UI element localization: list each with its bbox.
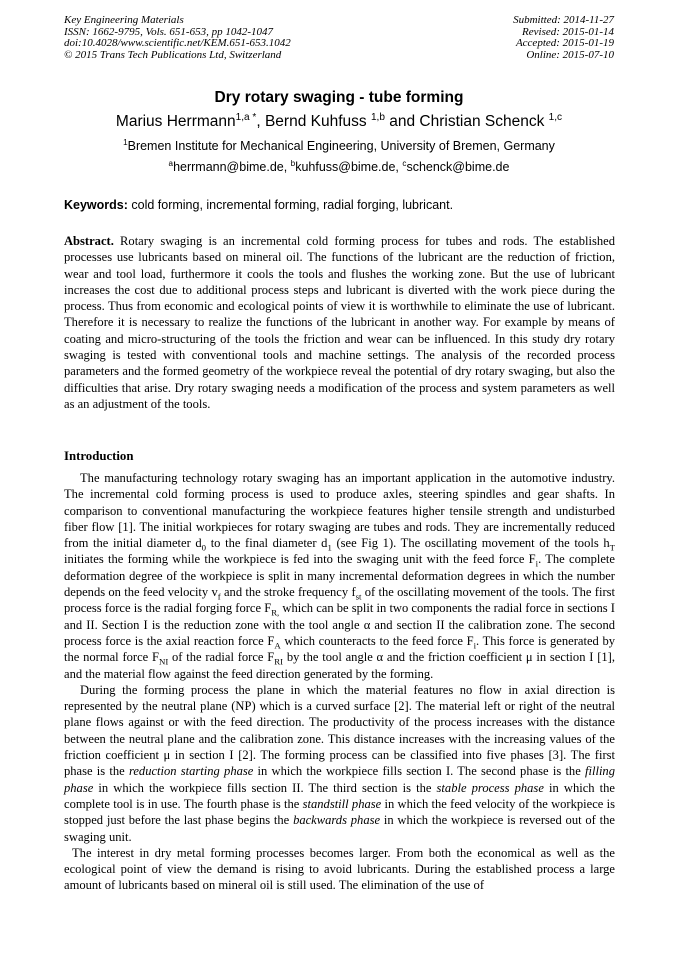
email-sup: b [290,158,296,168]
journal-info [64,15,291,61]
emphasis: filling phase [64,764,615,795]
text-run: (see Fig 1). The oscillating movement of the tools h [331,536,610,551]
subscript: R, [271,607,280,618]
doi: doi:10.4028/www.scientific.net/KEM.651-653.1042 [64,37,291,50]
email[interactable]: schenck@bime.de [406,160,510,174]
introduction-body [64,470,615,894]
revised-date: Revised: 2015-01-14 [522,25,614,38]
subscript: T [609,542,615,553]
submitted-date: Submitted: 2014-11-27 [513,14,614,26]
author-sup: 1,a * [235,111,257,123]
affil-text: Bremen Institute for Mechanical Engineering, University of Bremen, Germany [127,139,555,153]
text-run: of the radial force F [168,650,275,665]
subscript: RI [274,656,284,667]
text-run: and the stroke frequency f [220,585,356,600]
subscript: i [473,640,476,651]
text-run: The manufacturing technology rotary swaging has an important application in the automotive industry. The incremental cold forming process is used to produce axles, steering spindles and gear shafts. In comparison to conventional manufacturing the workpiece features higher tensile strength and undisturbed fiber flow [1]. The initial workpieces for rotary swaging are tubes and rods. They are incrementally reduced from the initial diameter d [64,471,615,551]
paragraph [64,682,615,845]
emails [0,160,678,174]
abstract-text: Rotary swaging is an incremental cold forming process for tubes and rods. The established processes use lubricants based on mineral oil. The functions of the lubricant are the reduction of friction, wear and tool load, furthermore it cools the tools and flushes the working zone. But the use of lubricant increases the cost due to additional process steps and lubricant is diverted with the work piece during the process. Thus from economic and ecological points of view it is worthwhile to eliminate the use of lubricant. Therefore it is necessary to realize the functions of the lubricant in another way. For example by means of coating and micro-structuring of the tools the friction and wear can be influenced. In this study dry rotary swaging is tested with conventional tools and machine settings. The analysis of the recorded process parameters and the formed geometry of the workpiece reveal the potential of dry rotary swaging, but also the difficulties that arise. Dry rotary swaging needs a modification of the process and system parameters as well as an adjustment of the tools. [64,234,615,411]
author-name: , Bernd Kuhfuss [256,113,371,130]
text-run: in which the workpiece fills section I. The second phase is the [253,764,585,779]
subscript: NI [158,656,169,667]
emphasis: reduction starting phase [128,764,254,779]
section-heading: Introduction [64,449,134,463]
journal-name: Key Engineering Materials [64,14,184,26]
subscript: 1 [327,542,332,553]
emphasis: stable process phase [436,780,544,795]
author-name: Marius Herrmann [115,113,236,130]
keywords-text: cold forming, incremental forming, radial forging, lubricant. [127,198,454,212]
text-run: . The complete deformation degree of the workpiece is split in many incremental deformation degrees in which the number depends on the feed velocity v [64,552,615,600]
email[interactable]: herrmann@bime.de, [173,160,291,174]
text-run: which counteracts to the feed force F [280,633,474,648]
text-run: in which the workpiece is reversed out of the swaging unit. [64,813,615,844]
text-run: of the oscillating movement of the tools. The first process force is the radial forging force F [64,585,615,616]
subscript: i [535,558,539,569]
email-sup: c [402,158,407,168]
author-sup: 1,b [370,111,385,123]
subscript: 0 [201,542,207,553]
keywords [64,198,453,212]
submission-dates [513,15,614,61]
abstract [64,233,615,412]
paper-title: Dry rotary swaging - tube forming [214,89,464,106]
text-run: which can be split in two components the radial force in sections I and II. Section I is the reduction zone with the tool angle α and section II the calibration zone. The second process force is the axial reaction force F [64,601,615,648]
subscript: A [274,640,281,651]
online-date: Online: 2015-07-10 [526,48,614,61]
author-sup: 1,c [548,111,563,123]
keywords-label: Keywords: [64,198,128,212]
affil-sup: 1 [123,137,128,147]
emphasis: standstill phase [302,796,382,811]
text-run: . This force is generated by the normal force F [64,633,616,665]
issn: ISSN: 1662-9795, Vols. 651-653, pp 1042-1047 [64,25,273,38]
text-run: to the final diameter d [206,536,328,551]
subscript: st [355,591,362,602]
affiliation [0,139,678,153]
text-run: in which the complete tool is in use. The fourth phase is the [64,780,615,811]
subscript: f [217,591,221,602]
text-run: in which the workpiece fills section II. The third section is the [93,780,437,795]
text-run: in which the feed velocity of the workpiece is stopped just before the last phase begins the [64,796,615,828]
accepted-date: Accepted: 2015-01-19 [515,37,614,50]
abstract-label: Abstract. [64,234,114,248]
emphasis: backwards phase [293,813,381,828]
text-run: by the tool angle α and the friction coefficient μ in section I [1], and the material flow against the feed direction generated by the forming. [64,650,615,681]
text-run: initiates the forming while the workpiece is fed into the swaging unit with the feed force F [64,552,536,567]
email[interactable]: kuhfuss@bime.de, [295,160,403,174]
paragraph [64,470,615,682]
text-run: The interest in dry metal forming processes becomes larger. From both the economical as well as the ecological point of view the demand is rising to avoid lubricants. During the established process a large amount of lubricants based on mineral oil is still used. The elimination of the use of [64,845,615,893]
paragraph [64,845,615,894]
authors [0,113,678,131]
text-run: During the forming process the plane in which the material features no flow in axial direction is represented by the neutral plane (NP) which is a curved surface [2]. The material left or right of the neutral plane flows against or with the feed direction. The productivity of the process increases with the distance between the neutral plane and the calibration zone. This distance increases with the increasing values of the friction coefficient μ in section I [2]. The forming process can be classified into five phases [3]. The first phase is the [64,682,615,779]
email-sup: a [168,158,174,168]
copyright: © 2015 Trans Tech Publications Ltd, Switzerland [64,48,282,61]
author-name: and Christian Schenck [384,113,549,130]
